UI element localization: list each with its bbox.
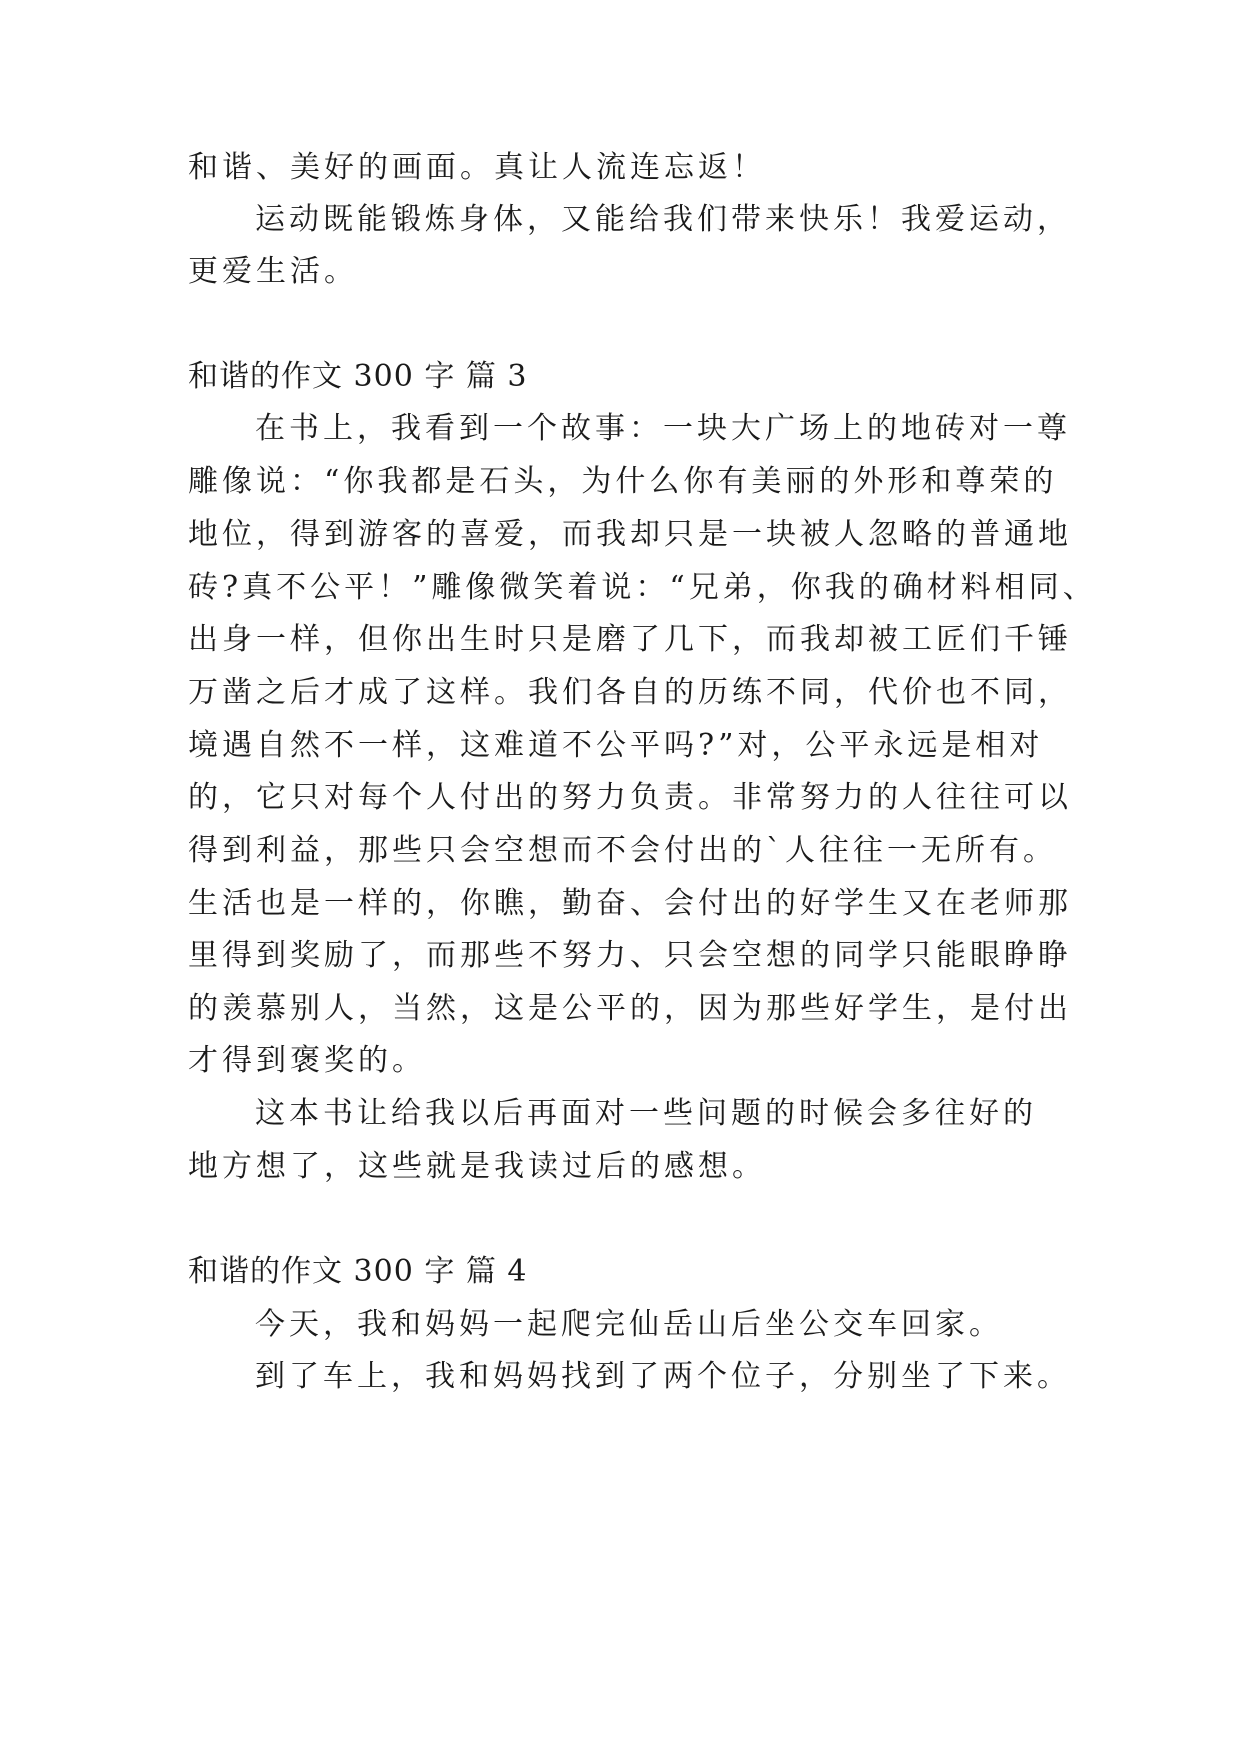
paragraph-line: 在书上，我看到一个故事：一块大广场上的地砖对一尊 [255,411,1071,446]
paragraph-line: 境遇自然不一样，这难道不公平吗?”对，公平永远是相对 [188,728,1044,763]
paragraph-line: 和谐、美好的画面。真让人流连忘返！ [188,150,766,185]
paragraph-line: 生活也是一样的，你瞧，勤奋、会付出的好学生又在老师那 [188,886,1072,921]
paragraph-line: 更爱生活。 [188,254,358,289]
paragraph-line: 万凿之后才成了这样。我们各自的历练不同，代价也不同， [188,675,1072,710]
section-heading-4: 和谐的作文 300 字 篇 4 [188,1254,528,1289]
paragraph-line: 里得到奖励了，而那些不努力、只会空想的同学只能眼睁睁 [188,938,1072,973]
paragraph-line: 砖?真不公平！”雕像微笑着说：“兄弟，你我的确材料相同、 [188,570,1097,605]
paragraph-line: 这本书让给我以后再面对一些问题的时候会多往好的 [255,1096,1037,1131]
paragraph-line: 运动既能锻炼身体，又能给我们带来快乐！我爱运动， [255,202,1071,237]
paragraph-line: 到了车上，我和妈妈找到了两个位子，分别坐了下来。 [255,1359,1071,1394]
paragraph-line: 的羡慕别人，当然，这是公平的，因为那些好学生，是付出 [188,991,1072,1026]
paragraph-line: 得到利益，那些只会空想而不会付出的`人往往一无所有。 [188,833,1057,868]
paragraph-line: 地方想了，这些就是我读过后的感想。 [188,1149,766,1184]
paragraph-line: 的，它只对每个人付出的努力负责。非常努力的人往往可以 [188,780,1072,815]
paragraph-line: 才得到褒奖的。 [188,1043,426,1078]
paragraph-line: 出身一样，但你出生时只是磨了几下，而我却被工匠们千锤 [188,622,1072,657]
paragraph-line: 地位，得到游客的喜爱，而我却只是一块被人忽略的普通地 [188,517,1072,552]
paragraph-line: 雕像说：“你我都是石头，为什么你有美丽的外形和尊荣的 [188,464,1058,499]
section-heading-3: 和谐的作文 300 字 篇 3 [188,359,528,394]
paragraph-line: 今天，我和妈妈一起爬完仙岳山后坐公交车回家。 [255,1307,1003,1342]
